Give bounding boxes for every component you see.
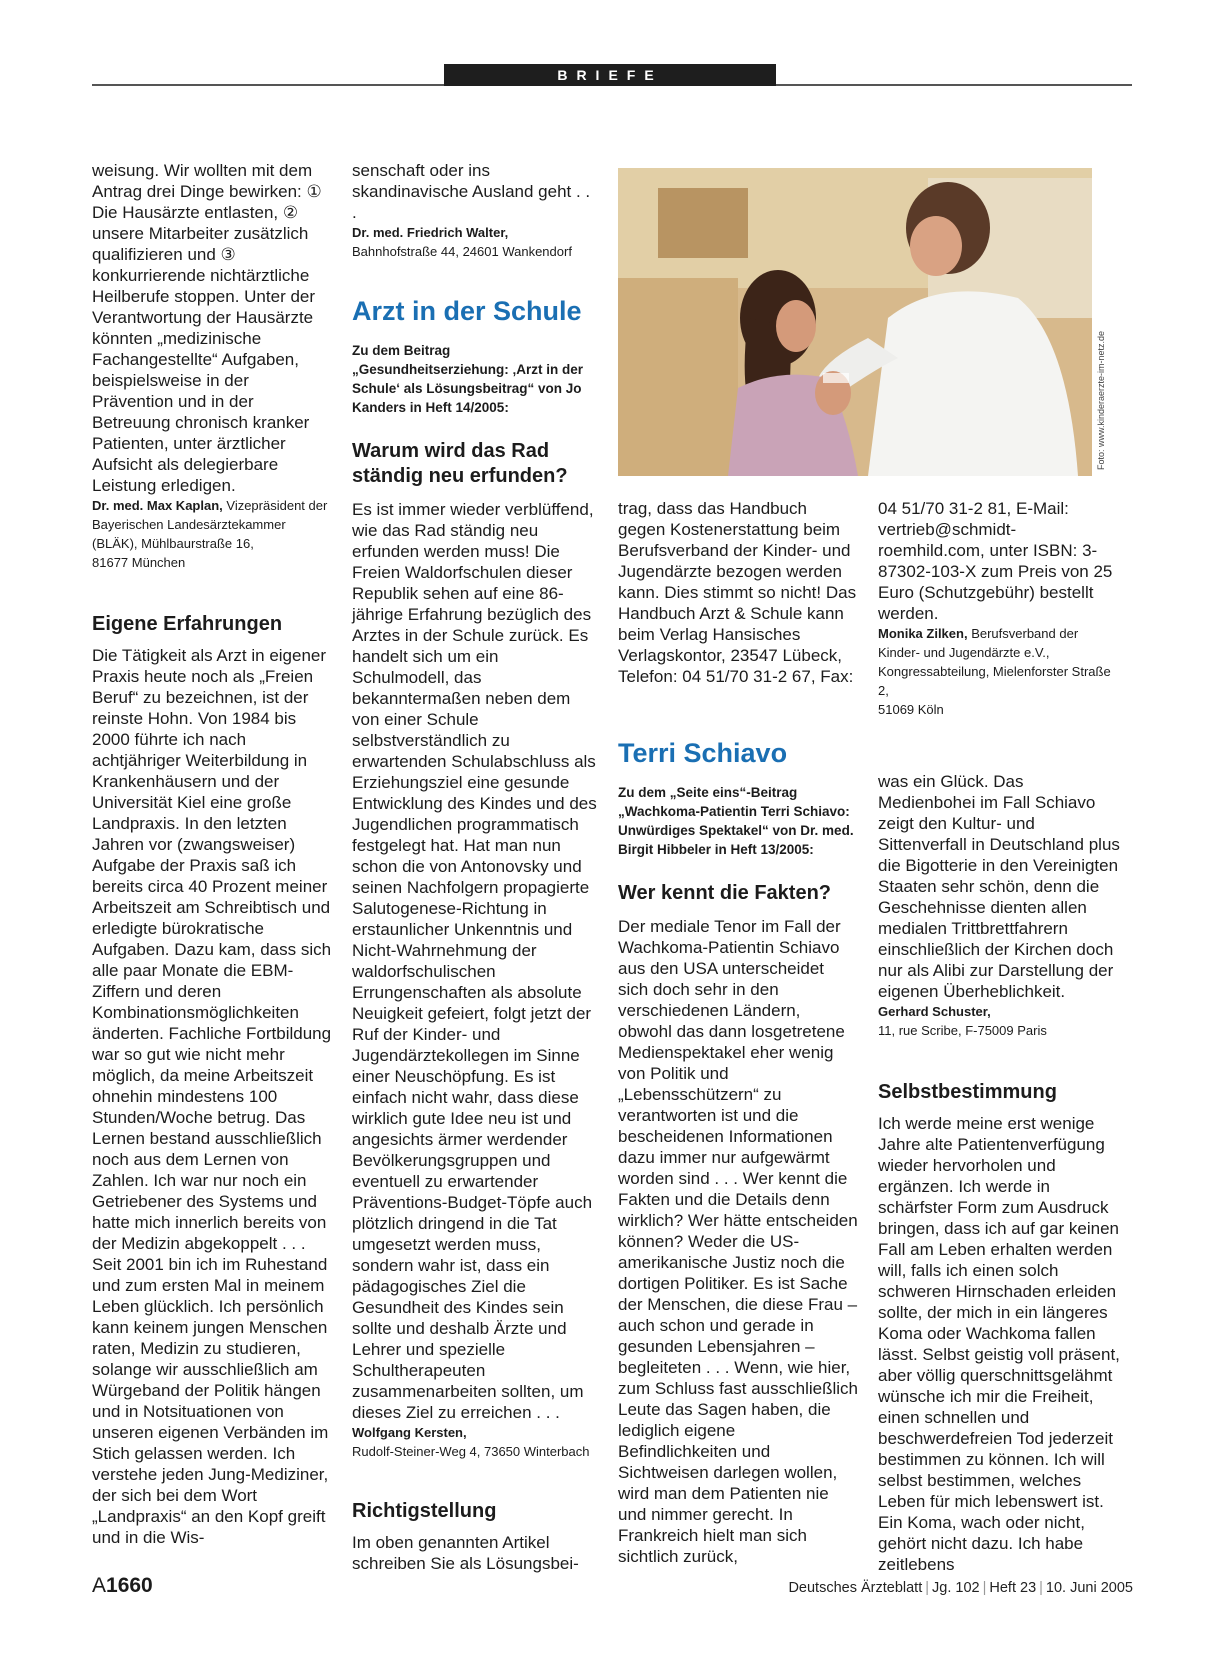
footer-date: 10. Juni 2005 [1045, 1580, 1133, 1596]
col1-heading: Eigene Erfahrungen [92, 613, 283, 635]
col4-paragraph-3: Ich werde meine erst wenige Jahre alte Patientenverfügung wieder hervorholen und ergänzen. Ich werde in schärfster Form zum Ausdruck bringen, dass ich auf gar keinen Fall am Leben erhalten werden will, falls ich einen solch schweren Hirnschaden erleiden sollte, der mich in ein längeres Koma oder Wachkoma fallen lässt. Selbst geistig voll präsent, aber völlig querschnittsgelähmt wünsche ich mir die Freiheit, einen schnellen und beschwerdefreien Tod jederzeit bestimmen zu können. Ich will selbst bestimmen, welches Leben für mich lebenswert ist. Ein Koma, wach oder nicht, gehört nicht dazu. Ich habe zeitlebens [878, 1114, 1120, 1574]
col2-signature-1-name: Dr. med. Friedrich Walter, [352, 225, 509, 240]
col1-paragraph-1: weisung. Wir wollten mit dem Antrag drei Dinge bewirken: ① Die Hausärzte entlasten, ② unsere Mitarbeiter zusätzlich qualifizieren und ③ konkurrierende nichtärztliche Heilberufe stoppen. Unter der Verantwortung der Hausärzte könnten „medizinische Fachangestellte“ Aufgaben, beispielsweise in der Prävention und in der Betreuung chronisch kranker Patienten, unter ärztlicher Aufsicht als delegierbare Leistung erledigen. [92, 161, 322, 495]
col1-signature [92, 496, 332, 572]
photo-credit: Foto: www.kinderaerzte-im-netz.de [1096, 330, 1106, 470]
col4-signature-2-address: 11, rue Scribe, F-75009 Paris [878, 1023, 1047, 1038]
col3-reference: Zu dem „Seite eins“-Beitrag „Wachkoma-Patientin Terri Schiavo: Unwürdiges Spektakel“ von Dr. med. Birgit Hibbeler in Heft 13/2005: [618, 785, 854, 857]
col2-signature-1-address: Bahnhofstraße 44, 24601 Wankendorf [352, 244, 572, 259]
col2-paragraph-2: Es ist immer wieder verblüffend, wie das Rad ständig neu erfunden werden muss! Die Freien Waldorfschulen dieser Republik sehen auf eine 86-jährige Erfahrung bezüglich des Arztes in der Schule zurück. Es handelt sich um ein Schulmodell, das bekanntermaßen neben dem von einer Schule selbstverständlich zu erwartenden Schulabschluss als Erziehungsziel eine gesunde Entwicklung des Kindes und des Jugendlichen programmatisch festgelegt hat. Hat man nun schon die von Antonovsky und seinen Nachfolgern propagierte Salutogenese-Richtung in erstaunlicher Unkenntnis und Nicht-Wahrnehmung der waldorfschulischen Errungenschaften als absolute Neuigkeit gefeiert, folgt jetzt der Ruf der Kinder- und Jugendärztekollegen im Sinne einer Neuschöpfung. Es ist einfach nicht wahr, dass diese wirklich gute Idee neu ist und angesichts ärmer werdender Bevölkerungsgruppen und eventuell zu erwartender Präventions-Budget-Töpfe auch plötzlich dringend in die Tat umgesetzt werden muss, sondern wahr ist, dass ein pädagogisches Ziel die Gesundheit des Kindes sein sollte und deshalb Ärzte und Lehrer und spezielle Schultherapeuten zusammenarbeiten sollten, um dieses Ziel zu erreichen . . . [352, 500, 597, 1422]
col4-heading: Selbstbestimmung [878, 1081, 1057, 1103]
col3-headline: Wer kennt die Fakten? [618, 882, 832, 904]
col2-reference: Zu dem Beitrag „Gesundheitserziehung: ‚Arzt in der Schule‘ als Lösungsbeitrag“ von Jo Kanders in Heft 14/2005: [352, 343, 584, 415]
col4-signature-1-city: 51069 Köln [878, 702, 944, 717]
col2-signature-2-name: Wolfgang Kersten, [352, 1425, 467, 1440]
page-prefix: A [92, 1574, 107, 1597]
col2-signature-2 [352, 1423, 598, 1461]
col2-paragraph-1: senschaft oder ins skandinavische Ausland geht . . . [352, 161, 591, 222]
photo-school-vaccination [618, 168, 1092, 476]
col2-paragraph-3: Im oben genannten Artikel schreiben Sie als Lösungsbei- [352, 1533, 579, 1573]
column-3 [618, 498, 858, 1567]
page-number [92, 1574, 153, 1598]
column-4 [878, 498, 1122, 1575]
col1-signature-name: Dr. med. Max Kaplan, [92, 498, 223, 513]
column-2 [352, 160, 598, 1574]
col2-signature-2-address: Rudolf-Steiner-Weg 4, 73650 Winterbach [352, 1444, 590, 1459]
rubric-arzt-in-der-schule: Arzt in der Schule [352, 296, 582, 326]
col1-signature-city: 81677 München [92, 555, 186, 570]
col4-paragraph-2: was ein Glück. Das Medienbohei im Fall Schiavo zeigt den Kultur- und Sittenverfall in Deutschland plus die Bigotterie in den Vereinigten Staaten sehr schön, denn die Geschehnisse dienten allen medialen Trittbrettfahrern einschließlich der Kirchen doch nur als Alibi zur Darstellung der eigenen Überheblichkeit. [878, 772, 1120, 1001]
page-number-value: 1660 [106, 1574, 153, 1597]
footer-citation: Deutsches Ärzteblatt | Jg. 102 | Heft 23 | 10. Juni 2005 [788, 1580, 1133, 1596]
col3-paragraph-2: Der mediale Tenor im Fall der Wachkoma-Patientin Schiavo aus den USA unterscheidet sich doch sehr in den verschiedenen Ländern, obwohl das dann losgetretene Medienspektakel eher wenig von Politik und „Lebensschützern“ zu verantworten ist und die bescheidenen Informationen dazu immer nur aufgewärmt worden sind . . . Wer kennt die Fakten und die Details denn wirklich? Wer hätte entscheiden können? Weder die US-amerikanische Justiz noch die dortigen Politiker. Es ist Sache der Menschen, die diese Frau – auch schon und gerade in gesunden Lebensjahren – begleiteten . . . Wenn, wie hier, zum Schluss fast ausschließlich Leute das Sagen haben, die lediglich eigene Befindlichkeiten und Sichtweisen darlegen wollen, wird man dem Patienten nie und nimmer gerecht. In Frankreich hielt man sich sichtlich zurück, [618, 917, 858, 1566]
col3-paragraph-1: trag, dass das Handbuch gegen Kostenerstattung beim Berufsverband der Kinder- und Jugendärzte bezogen werden kann. Dies stimmt so nicht! Das Handbuch Arzt & Schule kann beim Verlag Hansisches Verlagskontor, 23547 Lübeck, Telefon: 04 51/70 31-2 67, Fax: [618, 499, 857, 686]
col4-signature-1-name: Monika Zilken, [878, 626, 968, 641]
col4-signature-2 [878, 1002, 1122, 1040]
col2-headline: Warum wird das Rad ständig neu erfunden? [352, 440, 568, 487]
column-1 [92, 160, 332, 1548]
rubric-terri-schiavo: Terri Schiavo [618, 738, 788, 768]
col4-signature-2-name: Gerhard Schuster, [878, 1004, 991, 1019]
col4-signature-1-affiliation: Berufsverband der Kinder- und Jugendärzte e.V., Kongressabteilung, Mielenforster Straße 2, [878, 626, 1111, 698]
footer-volume: Jg. 102 [932, 1580, 980, 1596]
col4-paragraph-1: 04 51/70 31-2 81, E-Mail: vertrieb@schmidt-roemhild.com, unter ISBN: 3-87302-103-X zum Preis von 25 Euro (Schutzgebühr) bestellt werden. [878, 499, 1113, 623]
col1-paragraph-2: Die Tätigkeit als Arzt in eigener Praxis heute noch als „Freien Beruf“ zu bezeichnen, ist der reinste Hohn. Von 1984 bis 2000 führte ich nach achtjähriger Weiterbildung in Krankenhäusern und der Universität Kiel eine große Landpraxis. In den letzten Jahren vor (zwangsweiser) Aufgabe der Praxis saß ich bereits circa 40 Prozent meiner Arbeitszeit am Schreibtisch und erledigte bürokratische Aufgaben. Dazu kam, dass sich alle paar Monate die EBM-Ziffern und deren Kombinationsmöglichkeiten änderten. Fachliche Fortbildung war so gut wie nicht mehr möglich, da meine Arbeitszeit ohnehin mindestens 100 Stunden/Woche betrug. Das Lernen bestand ausschließlich noch aus dem Lernen von Zahlen. Ich war nur noch ein Getriebener des Systems und hatte mich innerlich bereits von der Medizin abgekoppelt . . . Seit 2001 bin ich im Ruhestand und zum ersten Mal in meinem Leben glücklich. Ich persönlich kann keinem jungen Menschen raten, Medizin zu studieren, solange wir ausschließlich am Würgeband der Politik hängen und in Notsituationen von unseren eigenen Verbänden im Stich gelassen werden. Ich verstehe jeden Jung-Mediziner, der sich bei dem Wort „Landpraxis“ an den Kopf greift und in die Wis- [92, 646, 332, 1547]
col2-heading-richtigstellung: Richtigstellung [352, 1500, 497, 1522]
col1-signature-affiliation: Vizepräsident der Bayerischen Landesärztekammer (BLÄK), Mühlbaurstraße 16, [92, 498, 328, 551]
col4-signature-1 [878, 624, 1122, 719]
footer-issue: Heft 23 [989, 1580, 1037, 1596]
footer-journal: Deutsches Ärzteblatt [788, 1580, 923, 1596]
col2-signature-1 [352, 223, 598, 261]
section-banner: BRIEFE [444, 64, 776, 86]
